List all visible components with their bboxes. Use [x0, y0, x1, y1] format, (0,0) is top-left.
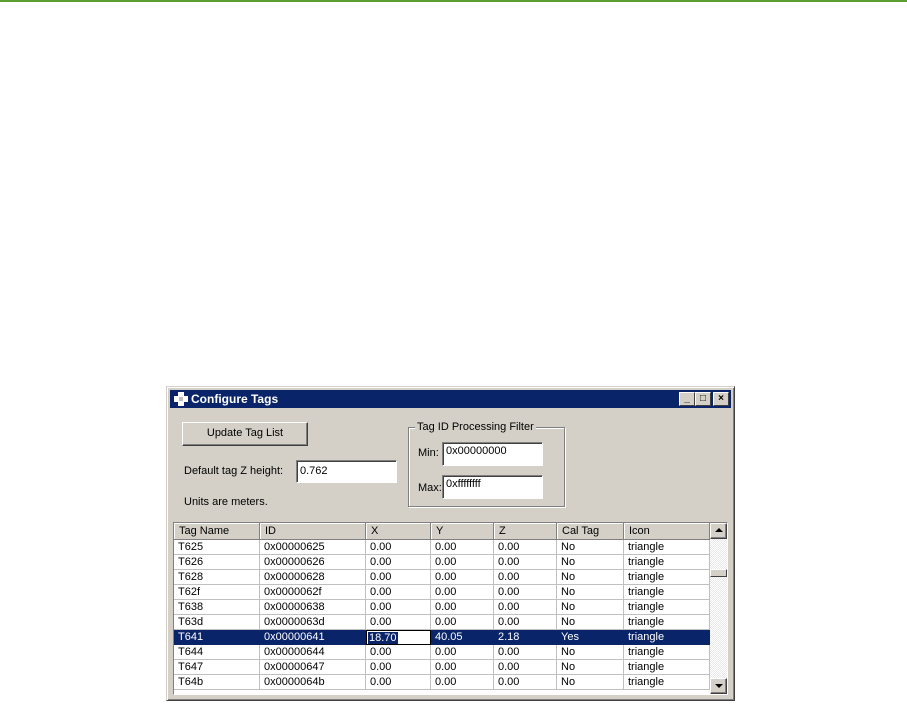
cell-cal-tag[interactable]: Yes — [557, 630, 624, 645]
table-row[interactable] — [174, 600, 710, 615]
cell-x[interactable]: 0.00 — [366, 660, 431, 675]
cell-cal-tag[interactable]: No — [557, 645, 624, 660]
scroll-up-button[interactable] — [710, 523, 727, 539]
cell-tag-name[interactable]: T64b — [174, 675, 260, 690]
default-z-label: Default tag Z height: — [184, 465, 284, 477]
units-note: Units are meters. — [184, 496, 268, 508]
column-header-id[interactable]: ID — [260, 523, 366, 540]
min-label: Min: — [418, 447, 439, 459]
cell-icon[interactable]: triangle — [624, 630, 710, 645]
app-cross-icon — [173, 391, 189, 407]
max-id-field[interactable]: 0xffffffff — [442, 475, 543, 499]
default-z-field[interactable]: 0.762 — [296, 460, 397, 483]
cell-y[interactable]: 0.00 — [431, 555, 494, 570]
cell-z[interactable]: 2.18 — [494, 630, 557, 645]
cell-icon[interactable]: triangle — [624, 615, 710, 630]
cell-z[interactable]: 0.00 — [494, 615, 557, 630]
cell-id[interactable]: 0x00000647 — [260, 660, 366, 675]
cell-id[interactable]: 0x0000063d — [260, 615, 366, 630]
cell-x[interactable]: 0.00 — [366, 555, 431, 570]
cell-id[interactable]: 0x0000062f — [260, 585, 366, 600]
cell-x[interactable]: 0.00 — [366, 585, 431, 600]
cell-cal-tag[interactable]: No — [557, 540, 624, 555]
min-id-field[interactable]: 0x00000000 — [442, 442, 543, 466]
column-header-y[interactable]: Y — [431, 523, 494, 540]
cell-cal-tag[interactable]: No — [557, 615, 624, 630]
vertical-scrollbar[interactable] — [710, 523, 727, 694]
cell-icon[interactable]: triangle — [624, 585, 710, 600]
grid-header — [174, 523, 710, 540]
cell-x[interactable]: 0.00 — [366, 540, 431, 555]
cell-y[interactable]: 0.00 — [431, 585, 494, 600]
up-arrow-icon — [715, 528, 723, 532]
cell-tag-name[interactable]: T62f — [174, 585, 260, 600]
cell-cal-tag[interactable]: No — [557, 600, 624, 615]
cell-z[interactable]: 0.00 — [494, 540, 557, 555]
cell-y[interactable]: 0.00 — [431, 645, 494, 660]
cell-icon[interactable]: triangle — [624, 600, 710, 615]
cell-tag-name[interactable]: T625 — [174, 540, 260, 555]
cell-z[interactable]: 0.00 — [494, 600, 557, 615]
cell-icon[interactable]: triangle — [624, 555, 710, 570]
cell-z[interactable]: 0.00 — [494, 570, 557, 585]
cell-z[interactable]: 0.00 — [494, 555, 557, 570]
cell-y[interactable]: 0.00 — [431, 540, 494, 555]
cell-y[interactable]: 0.00 — [431, 600, 494, 615]
cell-z[interactable]: 0.00 — [494, 585, 557, 600]
cell-tag-name[interactable]: T63d — [174, 615, 260, 630]
cell-edit-text: 18.70 — [369, 632, 397, 644]
minimize-icon: _ — [684, 393, 690, 404]
scroll-thumb[interactable] — [710, 569, 727, 577]
table-row[interactable] — [174, 615, 710, 630]
cell-y[interactable]: 0.00 — [431, 615, 494, 630]
column-header-x[interactable]: X — [366, 523, 431, 540]
cell-id[interactable]: 0x00000641 — [260, 630, 366, 645]
cell-cal-tag[interactable]: No — [557, 660, 624, 675]
tag-grid[interactable] — [173, 522, 728, 695]
max-label: Max: — [418, 482, 442, 494]
column-header-z[interactable]: Z — [494, 523, 557, 540]
cell-x[interactable]: 0.00 — [366, 600, 431, 615]
cell-tag-name[interactable]: T647 — [174, 660, 260, 675]
cell-z[interactable]: 0.00 — [494, 675, 557, 690]
minimize-button[interactable] — [679, 392, 695, 406]
cell-id[interactable]: 0x00000626 — [260, 555, 366, 570]
cell-icon[interactable]: triangle — [624, 660, 710, 675]
cell-tag-name[interactable]: T626 — [174, 555, 260, 570]
window-title: Configure Tags — [191, 392, 279, 406]
cell-id[interactable]: 0x0000064b — [260, 675, 366, 690]
title-bar[interactable] — [170, 390, 731, 408]
tag-id-filter-group — [408, 421, 565, 507]
down-arrow-icon — [715, 684, 723, 688]
table-row[interactable] — [174, 555, 710, 570]
page-top-rule — [0, 0, 907, 2]
table-row[interactable] — [174, 630, 710, 645]
maximize-icon: □ — [699, 393, 707, 404]
grid-rows — [174, 540, 710, 690]
cell-tag-name[interactable]: T641 — [174, 630, 260, 645]
table-row[interactable] — [174, 540, 710, 555]
maximize-button[interactable] — [695, 392, 711, 406]
cell-z[interactable]: 0.00 — [494, 660, 557, 675]
table-row[interactable] — [174, 660, 710, 675]
cell-id[interactable]: 0x00000644 — [260, 645, 366, 660]
cell-tag-name[interactable]: T638 — [174, 600, 260, 615]
table-row[interactable] — [174, 585, 710, 600]
cell-edit-input[interactable] — [366, 630, 431, 645]
cell-x[interactable]: 0.00 — [366, 570, 431, 585]
cell-x[interactable]: 0.00 — [366, 675, 431, 690]
update-tag-list-button[interactable]: Update Tag List — [182, 422, 308, 446]
close-button[interactable] — [713, 392, 729, 406]
table-row[interactable] — [174, 675, 710, 690]
cell-cal-tag[interactable]: No — [557, 555, 624, 570]
column-header-cal-tag[interactable]: Cal Tag — [557, 523, 624, 540]
cell-y[interactable]: 0.00 — [431, 675, 494, 690]
column-header-icon[interactable]: Icon — [624, 523, 710, 540]
cell-tag-name[interactable]: T628 — [174, 570, 260, 585]
close-icon: × — [718, 393, 724, 404]
cell-x[interactable]: 0.00 — [366, 615, 431, 630]
filter-legend: Tag ID Processing Filter — [417, 421, 534, 433]
cell-cal-tag[interactable]: No — [557, 570, 624, 585]
cell-id[interactable]: 0x00000628 — [260, 570, 366, 585]
cell-icon[interactable]: triangle — [624, 570, 710, 585]
cell-y[interactable]: 0.00 — [431, 660, 494, 675]
cell-z[interactable]: 0.00 — [494, 645, 557, 660]
cell-cal-tag[interactable]: No — [557, 585, 624, 600]
cell-id[interactable]: 0x00000625 — [260, 540, 366, 555]
scroll-down-button[interactable] — [710, 678, 727, 694]
cell-cal-tag[interactable]: No — [557, 675, 624, 690]
table-row[interactable] — [174, 645, 710, 660]
configure-tags-window — [166, 386, 735, 701]
column-header-tag-name[interactable]: Tag Name — [174, 523, 260, 540]
table-row[interactable] — [174, 570, 710, 585]
cell-y[interactable]: 40.05 — [431, 630, 494, 645]
cell-icon[interactable]: triangle — [624, 645, 710, 660]
cell-y[interactable]: 0.00 — [431, 570, 494, 585]
cell-icon[interactable]: triangle — [624, 675, 710, 690]
cell-x[interactable]: 0.00 — [366, 645, 431, 660]
cell-icon[interactable]: triangle — [624, 540, 710, 555]
cell-id[interactable]: 0x00000638 — [260, 600, 366, 615]
cell-tag-name[interactable]: T644 — [174, 645, 260, 660]
